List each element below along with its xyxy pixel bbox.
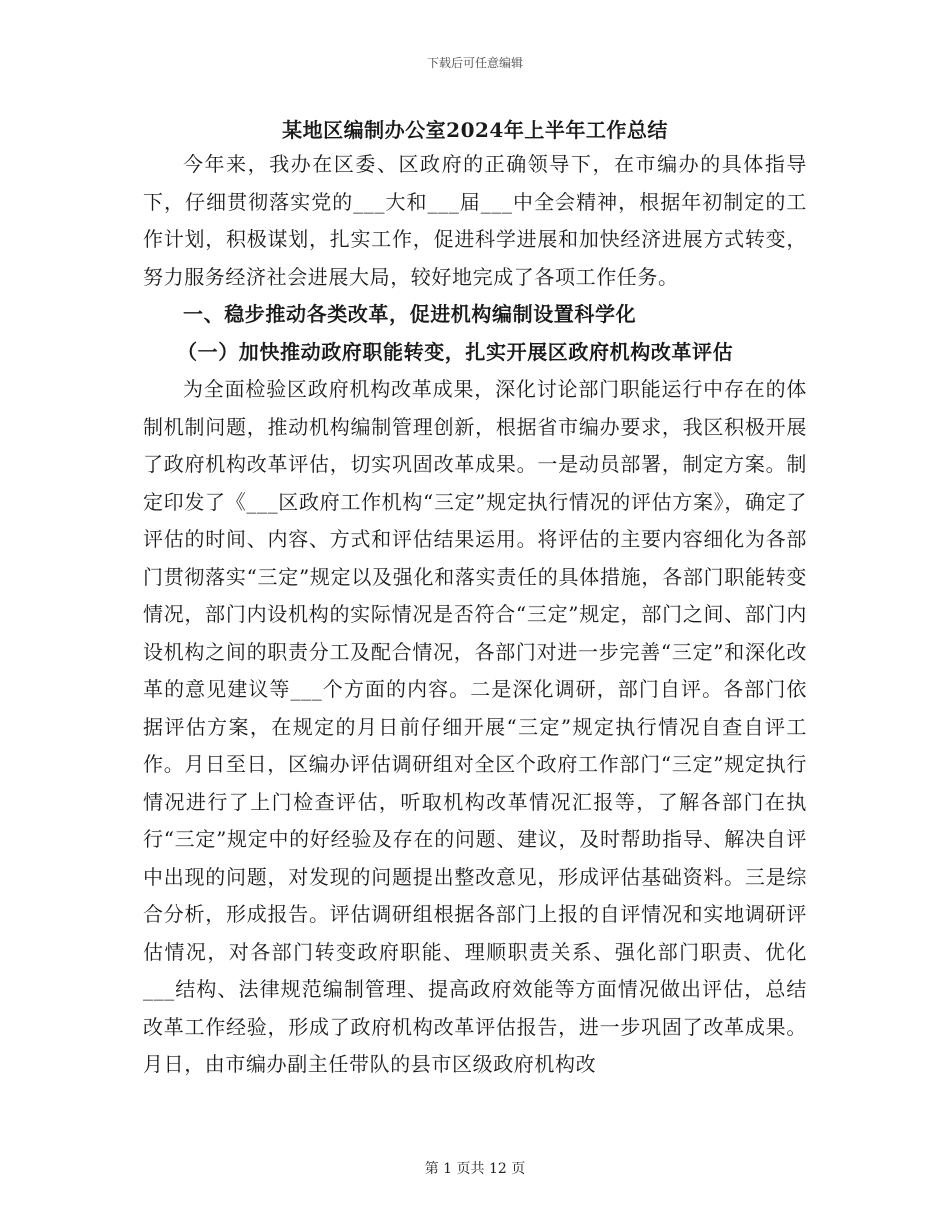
document-title: 某地区编制办公室2024年上半年工作总结	[282, 118, 668, 142]
document-body	[143, 146, 807, 1084]
section-heading-1: 一、稳步推动各类改革，促进机构编制设置科学化	[183, 302, 637, 326]
intro-paragraph: 今年来，我办在区委、区政府的正确领导下，在市编办的具体指导下，仔细贯彻落实党的___大和___届___中全会精神，根据年初制定的工作计划，积极谋划，扎实工作，促进科学进展和加快经济进展方式转变，努力服务经济社会进展大局，较好地完成了各项工作任务。	[143, 152, 807, 289]
page-footer: 第 1 页共 12 页	[424, 1161, 526, 1177]
subsection-heading-1-1: （一）加快推动政府职能转变，扎实开展区政府机构改革评估	[177, 339, 734, 364]
subsection-body-1-1: 为全面检验区政府机构改革成果，深化讨论部门职能运行中存在的体制机制问题，推动机构编制管理创新，根据省市编办要求，我区积极开展了政府机构改革评估，切实巩固改革成果。一是动员部署，制定方案。制定印发了《___区政府工作机构“三定”规定执行情况的评估方案》，确定了评估的时间、内容、方式和评估结果运用。将评估的主要内容细化为各部门贯彻落实“三定”规定以及强化和落实责任的具体措施，各部门职能转变情况，部门内设机构的实际情况是否符合“三定”规定，部门之间、部门内设机构之间的职责分工及配合情况，各部门对进一步完善“三定”和深化改革的意见建议等___个方面的内容。二是深化调研，部门自评。各部门依据评估方案，在规定的月日前仔细开展“三定”规定执行情况自查自评工作。月日至日，区编办评估调研组对全区个政府工作部门“三定”规定执行情况进行了上门检查评估，听取机构改革情况汇报等，了解各部门在执行“三定”规定中的好经验及存在的问题、建议，及时帮助指导、解决自评中出现的问题，对发现的问题提出整改意见，形成评估基础资料。三是综合分析，形成报告。评估调研组根据各部门上报的自评情况和实地调研评估情况，对各部门转变政府职能、理顺职责关系、强化部门职责、优化___结构、法律规范编制管理、提高政府效能等方面情况做出评估，总结改革工作经验，形成了政府机构改革评估报告，进一步巩固了改革成果。月日，由市编办副主任带队的县市区级政府机构改	[143, 377, 807, 1076]
header-note: 下载后可任意编辑	[426, 56, 523, 70]
